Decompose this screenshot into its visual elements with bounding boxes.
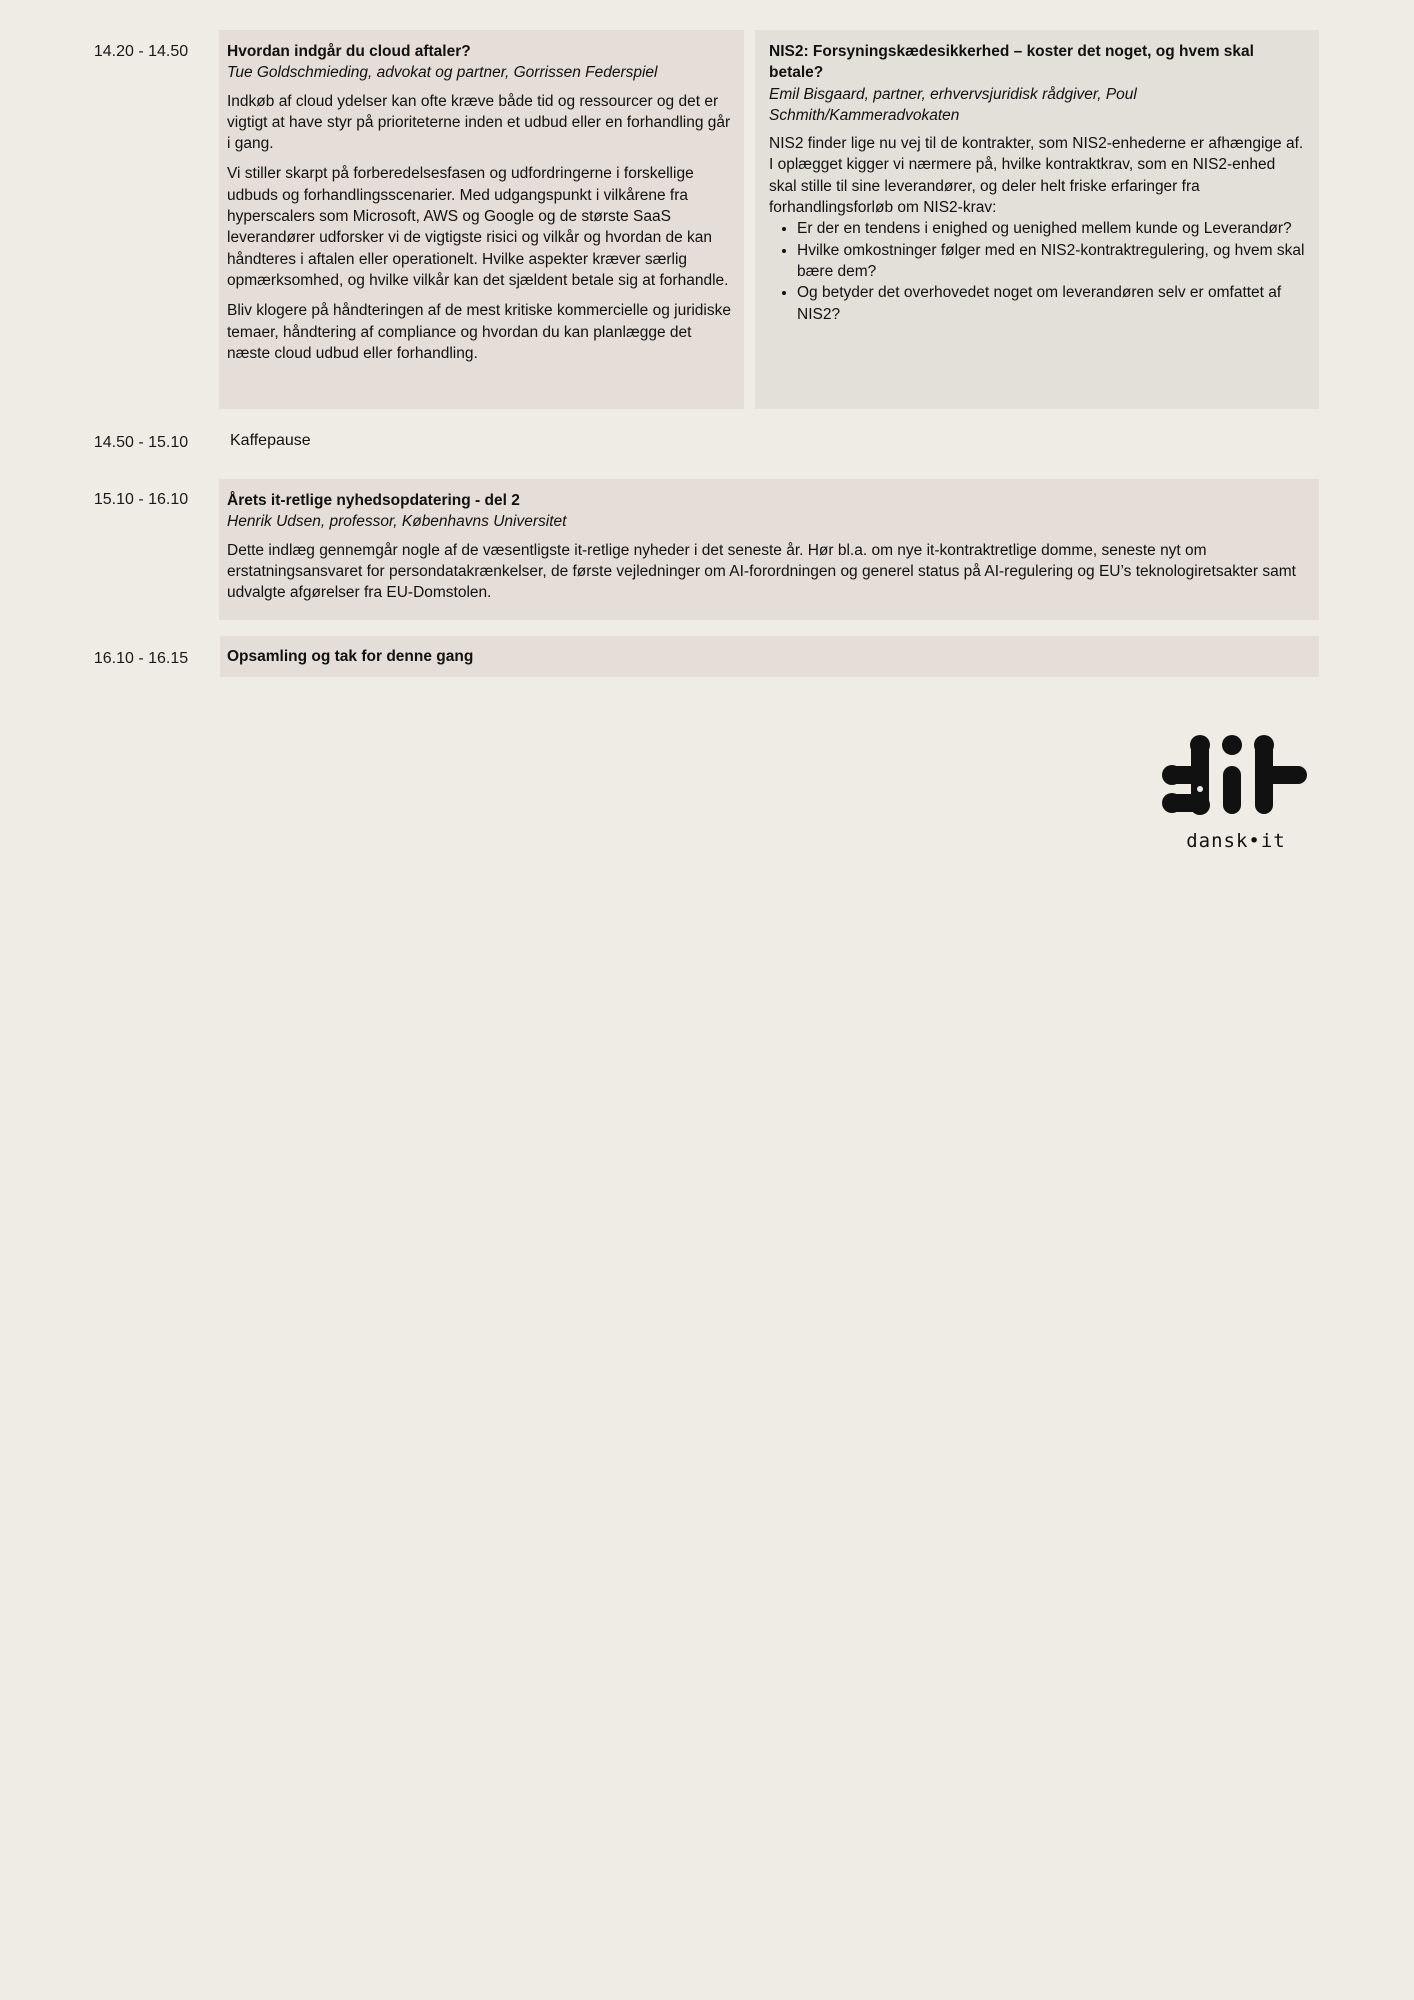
session-card-closing — [220, 636, 1319, 677]
session-card-news — [219, 479, 1319, 620]
session-time: 14.20 - 14.50 — [93, 43, 189, 60]
session-title: Hvordan indgår du cloud aftaler? — [227, 43, 471, 60]
logo — [1160, 733, 1312, 852]
session-speaker: Henrik Udsen, professor, Københavns Universitet — [227, 513, 567, 531]
session-time: 15.10 - 16.10 — [93, 491, 189, 508]
session-title: Opsamling og tak for denne gang — [227, 648, 474, 665]
dansk-it-logo-icon — [1160, 733, 1312, 819]
break-label: Kaffepause — [230, 432, 311, 449]
list-item: • Og betyder det overhovedet noget om leverandøren selv er omfattet af NIS2? — [797, 282, 1307, 325]
session-time: 16.10 - 16.15 — [93, 650, 189, 667]
session-card-cloud — [219, 30, 744, 409]
session-paragraph: Dette indlæg gennemgår nogle af de væsentligste it-retlige nyheder i det seneste år. Hør bl.a. om nye it-kontraktretlige domme, seneste nyt om erstatningsansvaret for persondatakrænkelser, de første vejledninger om AI-forordningen og generel status på AI-regulering og EU’s teknologiretsakter samt udvalgte afgørelser fra EU-Domstolen. — [227, 541, 1296, 602]
session-intro: NIS2 finder lige nu vej til de kontrakter, som NIS2-enhederne er afhængige af. I oplægget kigger vi nærmere på, hvilke kontraktkrav, som en NIS2-enhed skal stille til sine leverandører, og deler helt friske erfaringer fra forhandlingsforløb om NIS2-krav: — [769, 135, 1304, 217]
list-item: • Er der en tendens i enighed og uenighed mellem kunde og Leverandør? — [797, 218, 1307, 239]
session-paragraph: Bliv klogere på håndteringen af de mest kritiske kommercielle og juridiske temaer, håndtering af compliance og hvordan du kan planlægge det næste cloud udbud eller forhandling. — [227, 302, 731, 362]
session-title: Årets it-retlige nyhedsopdatering - del 2 — [227, 492, 520, 509]
bullet-list — [769, 218, 1307, 324]
session-time: 14.50 - 15.10 — [93, 434, 189, 451]
session-paragraph: Indkøb af cloud ydelser kan ofte kræve både tid og ressourcer og det er vigtigt at have styr på prioriteterne inden et udbud eller en forhandling går i gang. — [227, 92, 731, 153]
session-card-nis2 — [755, 30, 1319, 409]
logo-text: dansk•it — [1186, 830, 1286, 852]
session-speaker: Tue Goldschmieding, advokat og partner, Gorrissen Federspiel — [227, 64, 658, 82]
list-item: • Hvilke omkostninger følger med en NIS2-kontraktregulering, og hvem skal bære dem? — [797, 240, 1307, 283]
session-paragraph: Vi stiller skarpt på forberedelsesfasen og udfordringerne i forskellige udbuds og forhandlingsscenarier. Med udgangspunkt i vilkårene fra hyperscalers som Microsoft, AWS og Google og de største SaaS leverandører udforsker vi de vigtigste risici og vilkår og hvordan de kan håndteres i aftalen eller operationelt. Hvilke aspekter kræver særlig opmærksomhed, og hvilke vilkår kan det sjældent betale sig at forhandle. — [227, 165, 729, 289]
session-speaker: Emil Bisgaard, partner, erhvervsjuridisk rådgiver, Poul Schmith/Kammeradvokaten — [769, 85, 1137, 124]
session-title: NIS2: Forsyningskædesikkerhed – koster det noget, og hvem skal betale? — [769, 43, 1254, 82]
